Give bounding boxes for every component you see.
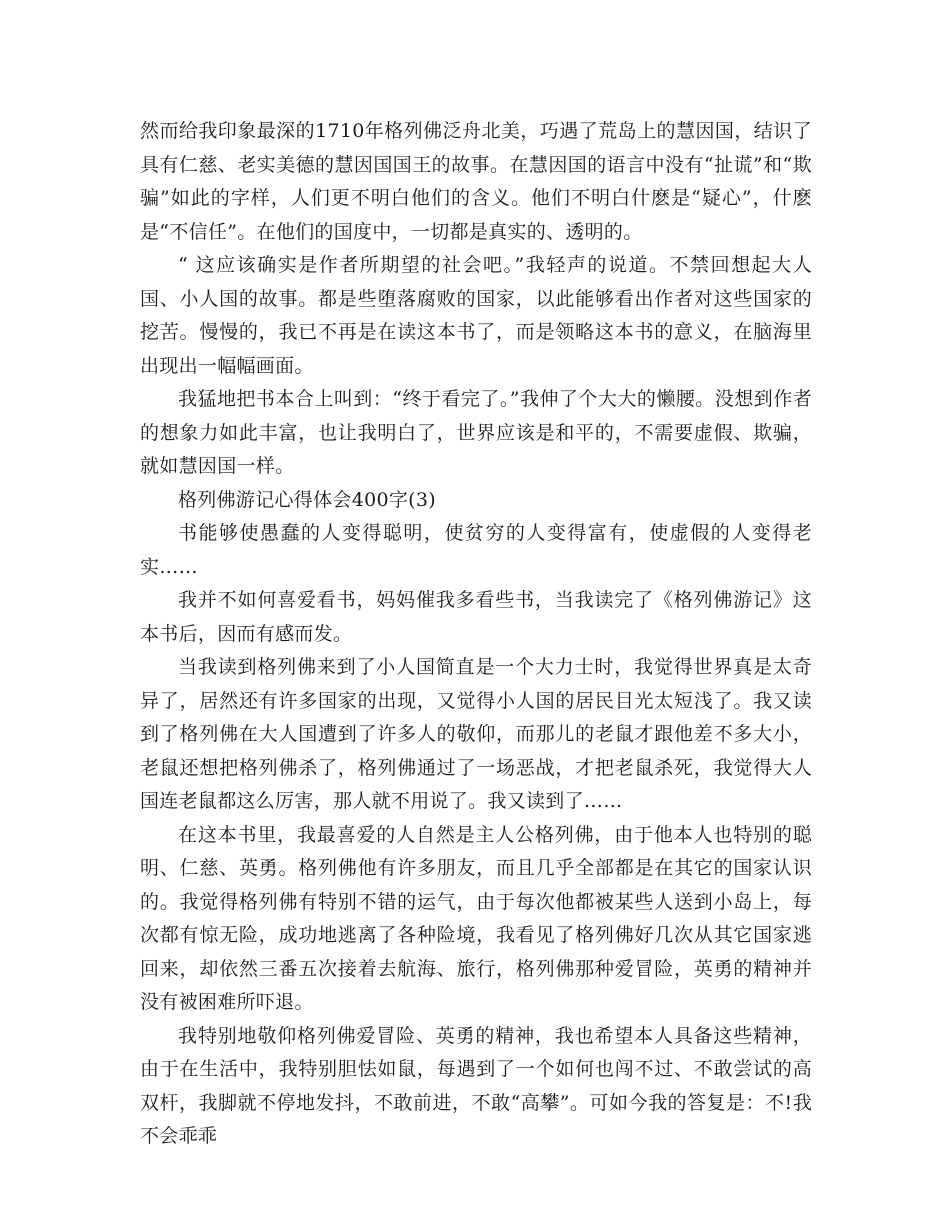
paragraph-7: 在这本书里，我最喜爱的人自然是主人公格列佛，由于他本人也特别的聪明、仁慈、英勇。格列佛他有许多朋友，而且几乎全部都是在其它的国家认识的。我觉得格列佛有特别不错的运气，由于每次他都被某些人送到小岛上，每次都有惊无险，成功地逃离了各种险境，我看见了格列佛好几次从其它国家逃回来，却依然三番五次接着去航海、旅行，格列佛那种爱冒险，英勇的精神并没有被困难所吓退。 xyxy=(140,823,812,1013)
paragraph-4: 书能够使愚蠢的人变得聪明，使贫穷的人变得富有，使虚假的人变得老实…… xyxy=(140,522,812,578)
paragraph-2: “ 这应该确实是作者所期望的社会吧。”我轻声的说道。不禁回想起大人国、小人国的故事。都是些堕落腐败的国家，以此能够看出作者对这些国家的挖苦。慢慢的，我已不再是在读这本书了，而是领略这本书的意义，在脑海里出现出一幅幅画面。 xyxy=(140,254,812,377)
paragraph-3: 我猛地把书本合上叫到：“终于看完了。”我伸了个大大的懒腰。没想到作者的想象力如此丰富，也让我明白了，世界应该是和平的，不需要虚假、欺骗，就如慧因国一样。 xyxy=(140,388,812,477)
paragraph-8: 我特别地敬仰格列佛爱冒险、英勇的精神，我也希望本人具备这些精神，由于在生活中，我特别胆怯如鼠，每遇到了一个如何也闯不过、不敢尝试的高双杆，我脚就不停地发抖，不敢前进，不敢“高攀”。可如今我的答复是：不!我不会乖乖 xyxy=(140,1024,812,1147)
paragraph-5: 我并不如何喜爱看书，妈妈催我多看些书，当我读完了《格列佛游记》这本书后，因而有感而发。 xyxy=(140,589,812,645)
section-heading: 格列佛游记心得体会400字(3) xyxy=(178,488,436,511)
document-body xyxy=(140,115,812,1154)
paragraph-6: 当我读到格列佛来到了小人国简直是一个大力士时，我觉得世界真是太奇异了，居然还有许多国家的出现，又觉得小人国的居民目光太短浅了。我又读到了格列佛在大人国遭到了许多人的敬仰，而那儿的老鼠才跟他差不多大小，老鼠还想把格列佛杀了，格列佛通过了一场恶战，才把老鼠杀死，我觉得大人国连老鼠都这么厉害，那人就不用说了。我又读到了…… xyxy=(140,656,812,812)
paragraph-1: 然而给我印象最深的1710年格列佛泛舟北美，巧遇了荒岛上的慧因国，结识了具有仁慈、老实美德的慧因国国王的故事。在慧因国的语言中没有“扯谎”和“欺骗”如此的字样，人们更不明白他们的含义。他们不明白什麽是“疑心”，什麽是“不信任”。在他们的国度中，一切都是真实的、透明的。 xyxy=(140,120,812,243)
